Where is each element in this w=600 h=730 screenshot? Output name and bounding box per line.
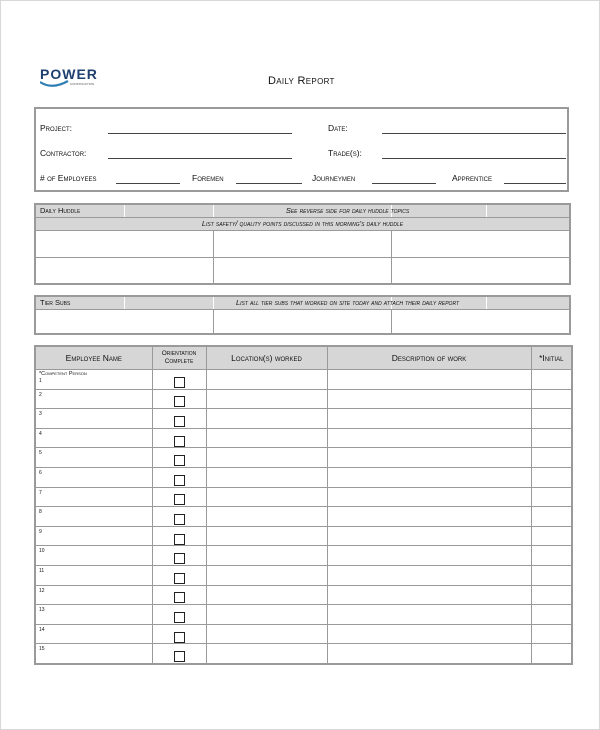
description-cell[interactable] — [327, 409, 531, 429]
tier-label: Tier Subs — [40, 298, 71, 307]
table-row — [35, 409, 572, 429]
contractor-label: Contractor: — [40, 148, 87, 158]
location-cell[interactable] — [206, 605, 327, 625]
employee-name-cell[interactable] — [35, 467, 152, 487]
project-info-box — [34, 107, 569, 192]
row-number: 12 — [39, 587, 45, 594]
contractor-field[interactable] — [108, 158, 292, 159]
row-number: 4 — [39, 430, 42, 437]
location-cell[interactable] — [206, 428, 327, 448]
orientation-checkbox[interactable] — [174, 475, 185, 486]
description-cell[interactable] — [327, 644, 531, 664]
huddle-sub-note: List safety/ quality points discussed in this morning's daily huddle — [201, 219, 404, 228]
employee-name-cell[interactable] — [35, 526, 152, 546]
initial-cell[interactable] — [531, 428, 572, 448]
huddle-cell-4[interactable] — [36, 258, 213, 285]
huddle-cell-2[interactable] — [214, 231, 391, 257]
row-number: 13 — [39, 607, 45, 614]
row-number: 9 — [39, 528, 42, 535]
location-cell[interactable] — [206, 487, 327, 507]
tier-subs-section — [34, 295, 571, 335]
employee-name-cell[interactable] — [35, 389, 152, 409]
foremen-label: Foremen — [192, 173, 224, 183]
employee-name-cell[interactable] — [35, 428, 152, 448]
initial-cell[interactable] — [531, 644, 572, 664]
location-cell[interactable] — [206, 370, 327, 390]
orientation-cell — [152, 507, 206, 527]
initial-cell[interactable] — [531, 409, 572, 429]
orientation-cell — [152, 624, 206, 644]
orientation-cell — [152, 526, 206, 546]
initial-cell[interactable] — [531, 624, 572, 644]
orientation-cell — [152, 565, 206, 585]
huddle-cell-6[interactable] — [392, 258, 569, 285]
location-cell[interactable] — [206, 565, 327, 585]
row-number: 10 — [39, 548, 45, 555]
orientation-checkbox[interactable] — [174, 436, 185, 447]
project-field[interactable] — [108, 133, 292, 134]
table-row — [35, 605, 572, 625]
apprentice-field[interactable] — [504, 183, 566, 184]
orientation-cell — [152, 448, 206, 468]
description-cell[interactable] — [327, 428, 531, 448]
table-row — [35, 644, 572, 664]
description-cell[interactable] — [327, 526, 531, 546]
col-employee-name: Employee Name — [35, 346, 152, 370]
col-description-of-work: Description of work — [327, 346, 531, 370]
employee-name-cell[interactable] — [35, 409, 152, 429]
orientation-checkbox[interactable] — [174, 396, 185, 407]
initial-cell[interactable] — [531, 507, 572, 527]
col-locations-worked: Location(s) worked — [206, 346, 327, 370]
tier-cell-3[interactable] — [392, 310, 569, 335]
description-cell[interactable] — [327, 546, 531, 566]
orientation-checkbox[interactable] — [174, 592, 185, 603]
table-row — [35, 370, 572, 390]
description-cell[interactable] — [327, 585, 531, 605]
initial-cell[interactable] — [531, 605, 572, 625]
journeymen-label: Journeymen — [312, 173, 356, 183]
orientation-cell — [152, 546, 206, 566]
orientation-checkbox[interactable] — [174, 651, 185, 662]
initial-cell[interactable] — [531, 546, 572, 566]
tier-note: List all tier subs that worked on site today and attach their daily report — [235, 298, 460, 307]
employee-name-cell[interactable] — [35, 585, 152, 605]
huddle-cell-1[interactable] — [36, 231, 213, 257]
huddle-cell-5[interactable] — [214, 258, 391, 285]
description-cell[interactable] — [327, 389, 531, 409]
huddle-subheader-bar — [36, 218, 569, 231]
description-cell[interactable] — [327, 507, 531, 527]
daily-huddle-section — [34, 203, 571, 285]
employees-field[interactable] — [116, 183, 180, 184]
description-cell[interactable] — [327, 448, 531, 468]
tier-header-bar — [36, 297, 569, 310]
table-row — [35, 546, 572, 566]
logo-subtext: CONSTRUCTION — [70, 82, 95, 86]
employee-name-cell[interactable] — [35, 624, 152, 644]
orientation-cell — [152, 605, 206, 625]
row-number: 2 — [39, 391, 42, 398]
row-number: 15 — [39, 646, 45, 653]
employee-name-cell[interactable] — [35, 605, 152, 625]
row-number: 3 — [39, 411, 42, 418]
orientation-cell — [152, 585, 206, 605]
orientation-cell — [152, 467, 206, 487]
table-header-row — [35, 346, 572, 370]
employee-name-cell[interactable] — [35, 644, 152, 664]
table-row — [35, 448, 572, 468]
col-initial: *Initial — [531, 346, 572, 370]
row-number: 8 — [39, 509, 42, 516]
orientation-checkbox[interactable] — [174, 534, 185, 545]
description-cell[interactable] — [327, 467, 531, 487]
location-cell[interactable] — [206, 546, 327, 566]
journeymen-field[interactable] — [372, 183, 436, 184]
date-label: Date: — [328, 123, 348, 133]
orientation-checkbox[interactable] — [174, 416, 185, 427]
employee-name-cell[interactable] — [35, 507, 152, 527]
description-cell[interactable] — [327, 605, 531, 625]
apprentice-label: Apprentice — [452, 173, 493, 183]
orientation-checkbox[interactable] — [174, 553, 185, 564]
table-row — [35, 487, 572, 507]
employees-label: # of Employees — [40, 173, 97, 183]
huddle-note: See reverse side for daily huddle topics — [285, 206, 410, 215]
orientation-cell — [152, 487, 206, 507]
initial-cell[interactable] — [531, 370, 572, 390]
location-cell[interactable] — [206, 644, 327, 664]
employee-name-cell[interactable] — [35, 370, 152, 390]
table-row — [35, 507, 572, 527]
trades-label: Trade(s): — [328, 148, 362, 158]
location-cell[interactable] — [206, 585, 327, 605]
initial-cell[interactable] — [531, 585, 572, 605]
orientation-cell — [152, 428, 206, 448]
location-cell[interactable] — [206, 624, 327, 644]
company-logo — [40, 66, 120, 94]
competent-person-note: *Competent Person — [39, 371, 87, 377]
orientation-checkbox[interactable] — [174, 612, 185, 623]
initial-cell[interactable] — [531, 448, 572, 468]
table-row — [35, 565, 572, 585]
description-cell[interactable] — [327, 624, 531, 644]
orientation-checkbox[interactable] — [174, 494, 185, 505]
orientation-checkbox[interactable] — [174, 573, 185, 584]
description-cell[interactable] — [327, 370, 531, 390]
location-cell[interactable] — [206, 526, 327, 546]
row-number: 6 — [39, 469, 42, 476]
table-row — [35, 467, 572, 487]
initial-cell[interactable] — [531, 526, 572, 546]
employee-name-cell[interactable] — [35, 546, 152, 566]
table-row — [35, 624, 572, 644]
location-cell[interactable] — [206, 448, 327, 468]
orientation-cell — [152, 644, 206, 664]
employee-name-cell[interactable] — [35, 448, 152, 468]
date-field[interactable] — [382, 133, 566, 134]
project-label: Project: — [40, 123, 73, 133]
orientation-cell — [152, 409, 206, 429]
page-title: Daily Report — [268, 75, 335, 87]
employee-table-body — [35, 370, 572, 665]
col-orientation-complete: Orientation Complete — [152, 346, 206, 370]
initial-cell[interactable] — [531, 467, 572, 487]
row-number: 7 — [39, 489, 42, 496]
location-cell[interactable] — [206, 467, 327, 487]
orientation-checkbox[interactable] — [174, 632, 185, 643]
location-cell[interactable] — [206, 409, 327, 429]
initial-cell[interactable] — [531, 565, 572, 585]
initial-cell[interactable] — [531, 487, 572, 507]
huddle-cell-3[interactable] — [392, 231, 569, 257]
employee-table — [34, 345, 573, 665]
employee-name-cell[interactable] — [35, 565, 152, 585]
trades-field[interactable] — [382, 158, 566, 159]
row-number: 5 — [39, 450, 42, 457]
table-row — [35, 428, 572, 448]
row-number: 1 — [39, 378, 42, 384]
table-row — [35, 526, 572, 546]
logo-wordmark: POWER — [40, 66, 98, 82]
description-cell[interactable] — [327, 565, 531, 585]
initial-cell[interactable] — [531, 389, 572, 409]
location-cell[interactable] — [206, 507, 327, 527]
orientation-checkbox[interactable] — [174, 377, 185, 388]
orientation-checkbox[interactable] — [174, 514, 185, 525]
row-number: 11 — [39, 567, 45, 574]
orientation-cell — [152, 370, 206, 390]
foremen-field[interactable] — [236, 183, 302, 184]
employee-name-cell[interactable] — [35, 487, 152, 507]
tier-cell-2[interactable] — [214, 310, 391, 335]
row-number: 14 — [39, 626, 45, 633]
orientation-cell — [152, 389, 206, 409]
huddle-header-bar — [36, 205, 569, 218]
table-row — [35, 389, 572, 409]
table-row — [35, 585, 572, 605]
huddle-label: Daily Huddle — [40, 206, 81, 215]
orientation-checkbox[interactable] — [174, 455, 185, 466]
description-cell[interactable] — [327, 487, 531, 507]
location-cell[interactable] — [206, 389, 327, 409]
tier-cell-1[interactable] — [36, 310, 213, 335]
